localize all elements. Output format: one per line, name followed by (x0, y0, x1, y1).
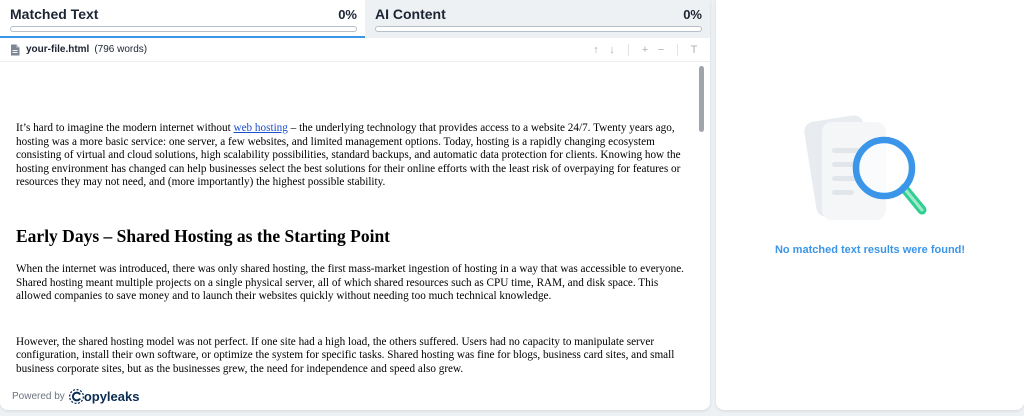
document-scrollbar[interactable] (698, 64, 706, 382)
arrow-down-icon[interactable]: ↓ (609, 44, 615, 56)
arrow-up-icon[interactable]: ↑ (593, 44, 599, 56)
word-count: (796 words) (94, 44, 148, 55)
plus-icon[interactable]: + (641, 44, 649, 56)
section-heading: Early Days – Shared Hosting as the Starting Point (16, 225, 391, 246)
toolbar-icons (588, 38, 702, 62)
document-content[interactable] (0, 62, 700, 382)
report-tabs (0, 0, 710, 38)
copyleaks-logo[interactable] (68, 388, 140, 405)
tab-ai-content[interactable] (365, 0, 710, 38)
copyleaks-c-icon (68, 388, 85, 405)
ai-content-progress-bar (375, 26, 702, 32)
scrollbar-thumb[interactable] (699, 66, 704, 132)
powered-by-footer (12, 388, 139, 405)
tab-matched-text-label: Matched Text (10, 6, 99, 22)
file-icon (10, 44, 20, 56)
ai-content-percent: 0% (683, 6, 702, 22)
matched-text-percent: 0% (338, 6, 357, 22)
toolbar-divider (677, 44, 678, 56)
toolbar-divider (628, 44, 629, 56)
powered-by-text: Powered by (12, 391, 65, 402)
no-results-message: No matched text results were found! (774, 244, 966, 256)
file-toolbar (0, 38, 710, 62)
matched-text-progress-bar (10, 26, 357, 32)
paragraph-1-end: – the underlying technology that provides access to a website 24/7. Twenty years ago, hosting was a more basic service: one server, a few websites, and limited management options. Today, hosting is a rapidly changing ecosystem consisting of virtual and cloud solutions, high scalability possibilities, standard backups, and automatic data protection for clients. Knowing how the hosting environment has changed can help businesses select the best solutions for their online efforts with the least risk of overpaying for features or resources they may not need, and (more importantly) the highest possible stability. (16, 122, 681, 189)
file-name: your-file.html (26, 44, 90, 55)
copyleaks-wordmark: opyleaks (83, 389, 140, 404)
paragraph-3: However, the shared hosting model was not perfect. If one site had a high load, the others suffered. Users had no capacity to manipulate server configuration, install their own software, or optimize the system for specific tasks. Shared hosting was fine for blogs, business card sites, and small business corporate sites, but as the businesses grew, the need for independence and speed also grew. (16, 335, 675, 375)
results-panel (716, 0, 1024, 410)
paragraph-1-start: It’s hard to imagine the modern internet without (16, 122, 234, 134)
web-hosting-link[interactable]: web hosting (233, 122, 288, 134)
magnifier-document-icon (796, 110, 946, 230)
paragraph-1 (16, 122, 694, 190)
tab-ai-content-label: AI Content (375, 6, 446, 22)
text-size-icon[interactable]: T (690, 44, 698, 56)
tab-matched-text[interactable] (0, 0, 365, 38)
minus-icon[interactable]: − (657, 44, 665, 56)
paragraph-2: When the internet was introduced, there was only shared hosting, the first mass-market ingestion of hosting in a way that was accessible to everyone. Shared hosting meant multiple projects on a single physical server, all of which shared resources such as CPU time, RAM, and disk space. This allowed companies to save money and to launch their websites quickly without needing too much technical knowledge. (16, 262, 684, 303)
